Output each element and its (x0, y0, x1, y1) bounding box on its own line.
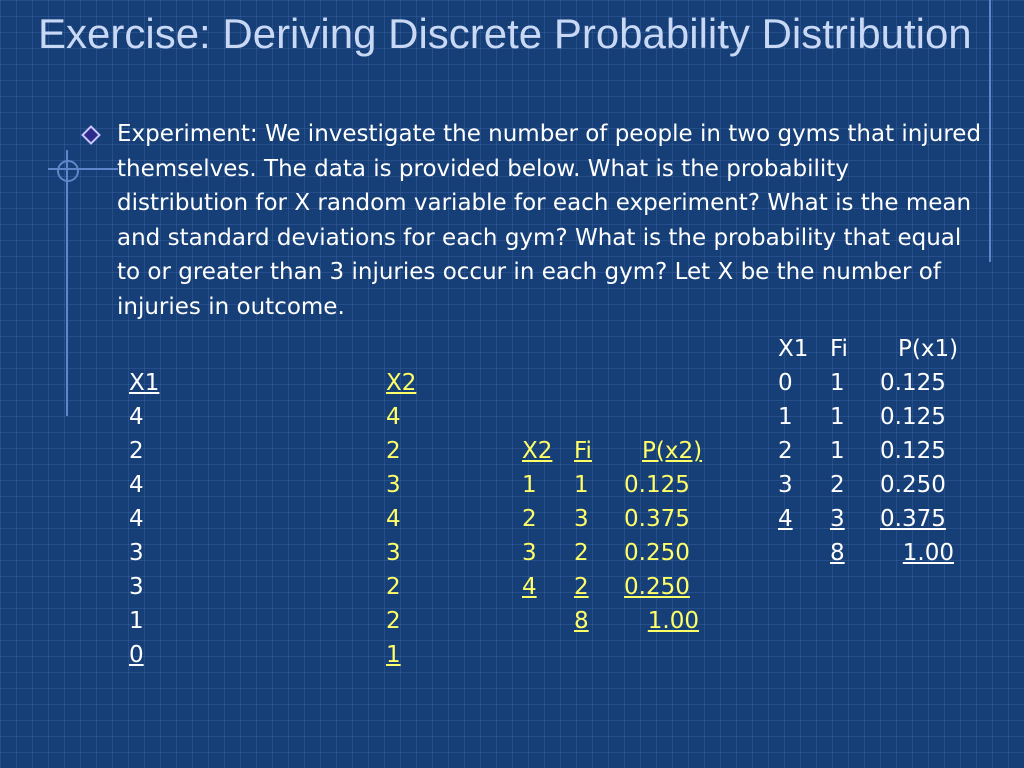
decorative-vertical-line-left (66, 150, 68, 416)
table-cell: 0.375 (624, 506, 690, 532)
table-cell: 0.250 (880, 472, 946, 498)
diamond-bullet-icon (81, 125, 101, 145)
table-cell: 0.375 (880, 506, 946, 532)
column-header: X1 (778, 336, 809, 362)
table-cell: 2 (574, 540, 589, 566)
table-cell: 0.250 (624, 540, 690, 566)
table-cell: 1 (778, 404, 793, 430)
list-item: 4 (129, 404, 144, 430)
list-item: 3 (386, 472, 401, 498)
table-cell: 3 (778, 472, 793, 498)
column-header: P(x1) (898, 336, 959, 362)
table-row (778, 400, 966, 434)
table-cell: 1.00 (647, 608, 699, 634)
table-cell: 8 (830, 540, 845, 566)
table-row (778, 468, 966, 502)
table-cell: 2 (830, 472, 845, 498)
table-cell: 3 (522, 540, 537, 566)
table-cell: 0.125 (880, 370, 946, 396)
list-item: 4 (129, 506, 144, 532)
list-item: 2 (386, 574, 401, 600)
table-cell: 4 (522, 574, 537, 600)
list-item: 3 (129, 540, 144, 566)
list-item: 1 (386, 642, 401, 668)
list-item: 3 (129, 574, 144, 600)
list-item: 2 (386, 438, 401, 464)
table-cell (522, 604, 574, 638)
list-item: 4 (386, 404, 401, 430)
table-cell: 4 (778, 506, 793, 532)
table-row (522, 536, 710, 570)
table-total-row (522, 604, 710, 638)
table-cell: 1 (830, 438, 845, 464)
table-cell: 8 (574, 608, 589, 634)
table-total-row (778, 536, 966, 570)
decorative-circle-icon (57, 160, 79, 182)
column-header: Fi (574, 438, 592, 464)
column-header: P(x2) (642, 438, 703, 464)
table-header-row (522, 434, 710, 468)
table-cell: 2 (522, 506, 537, 532)
list-item: 3 (386, 540, 401, 566)
decorative-vertical-line (989, 0, 991, 262)
table-cell: 2 (574, 574, 589, 600)
table-row (522, 570, 710, 604)
table-header-row (778, 332, 966, 366)
table-cell: 0.125 (624, 472, 690, 498)
list-item: 1 (129, 608, 144, 634)
table-cell: 0.125 (880, 438, 946, 464)
table-cell: 3 (830, 506, 845, 532)
x1-list-header: X1 (129, 370, 160, 396)
table-row (778, 366, 966, 400)
table-cell: 0 (778, 370, 793, 396)
table-cell: 1 (522, 472, 537, 498)
table-cell (778, 536, 830, 570)
x2-list-header: X2 (386, 370, 417, 396)
table-cell: 1.00 (902, 540, 954, 566)
slide-title: Exercise: Deriving Discrete Probability Distribution (38, 10, 972, 57)
list-item: 2 (386, 608, 401, 634)
x2-frequency-table (522, 434, 710, 638)
x1-data-list (129, 366, 181, 672)
column-header: Fi (830, 336, 848, 362)
table-cell: 1 (574, 472, 589, 498)
x1-frequency-table (778, 332, 966, 570)
table-row (522, 502, 710, 536)
table-row (522, 468, 710, 502)
table-cell: 0.250 (624, 574, 690, 600)
list-item: 2 (129, 438, 144, 464)
table-cell: 2 (778, 438, 793, 464)
table-row (778, 434, 966, 468)
list-item: 4 (386, 506, 401, 532)
x2-data-list (386, 366, 437, 672)
table-cell: 1 (830, 404, 845, 430)
list-item: 4 (129, 472, 144, 498)
table-cell: 1 (830, 370, 845, 396)
table-cell: 0.125 (880, 404, 946, 430)
list-item: 0 (129, 642, 144, 668)
table-cell: 3 (574, 506, 589, 532)
table-row (778, 502, 966, 536)
column-header: X2 (522, 438, 553, 464)
experiment-description: Experiment: We investigate the number of people in two gyms that injured themselves. The data is provided below. What is the probability distribution for X random variable for each experiment? What is the mean and standard deviations for each gym? What is the probability that equal to or greater than 3 injuries occur in each gym? Let X be the number of injuries in outcome. (117, 121, 982, 320)
